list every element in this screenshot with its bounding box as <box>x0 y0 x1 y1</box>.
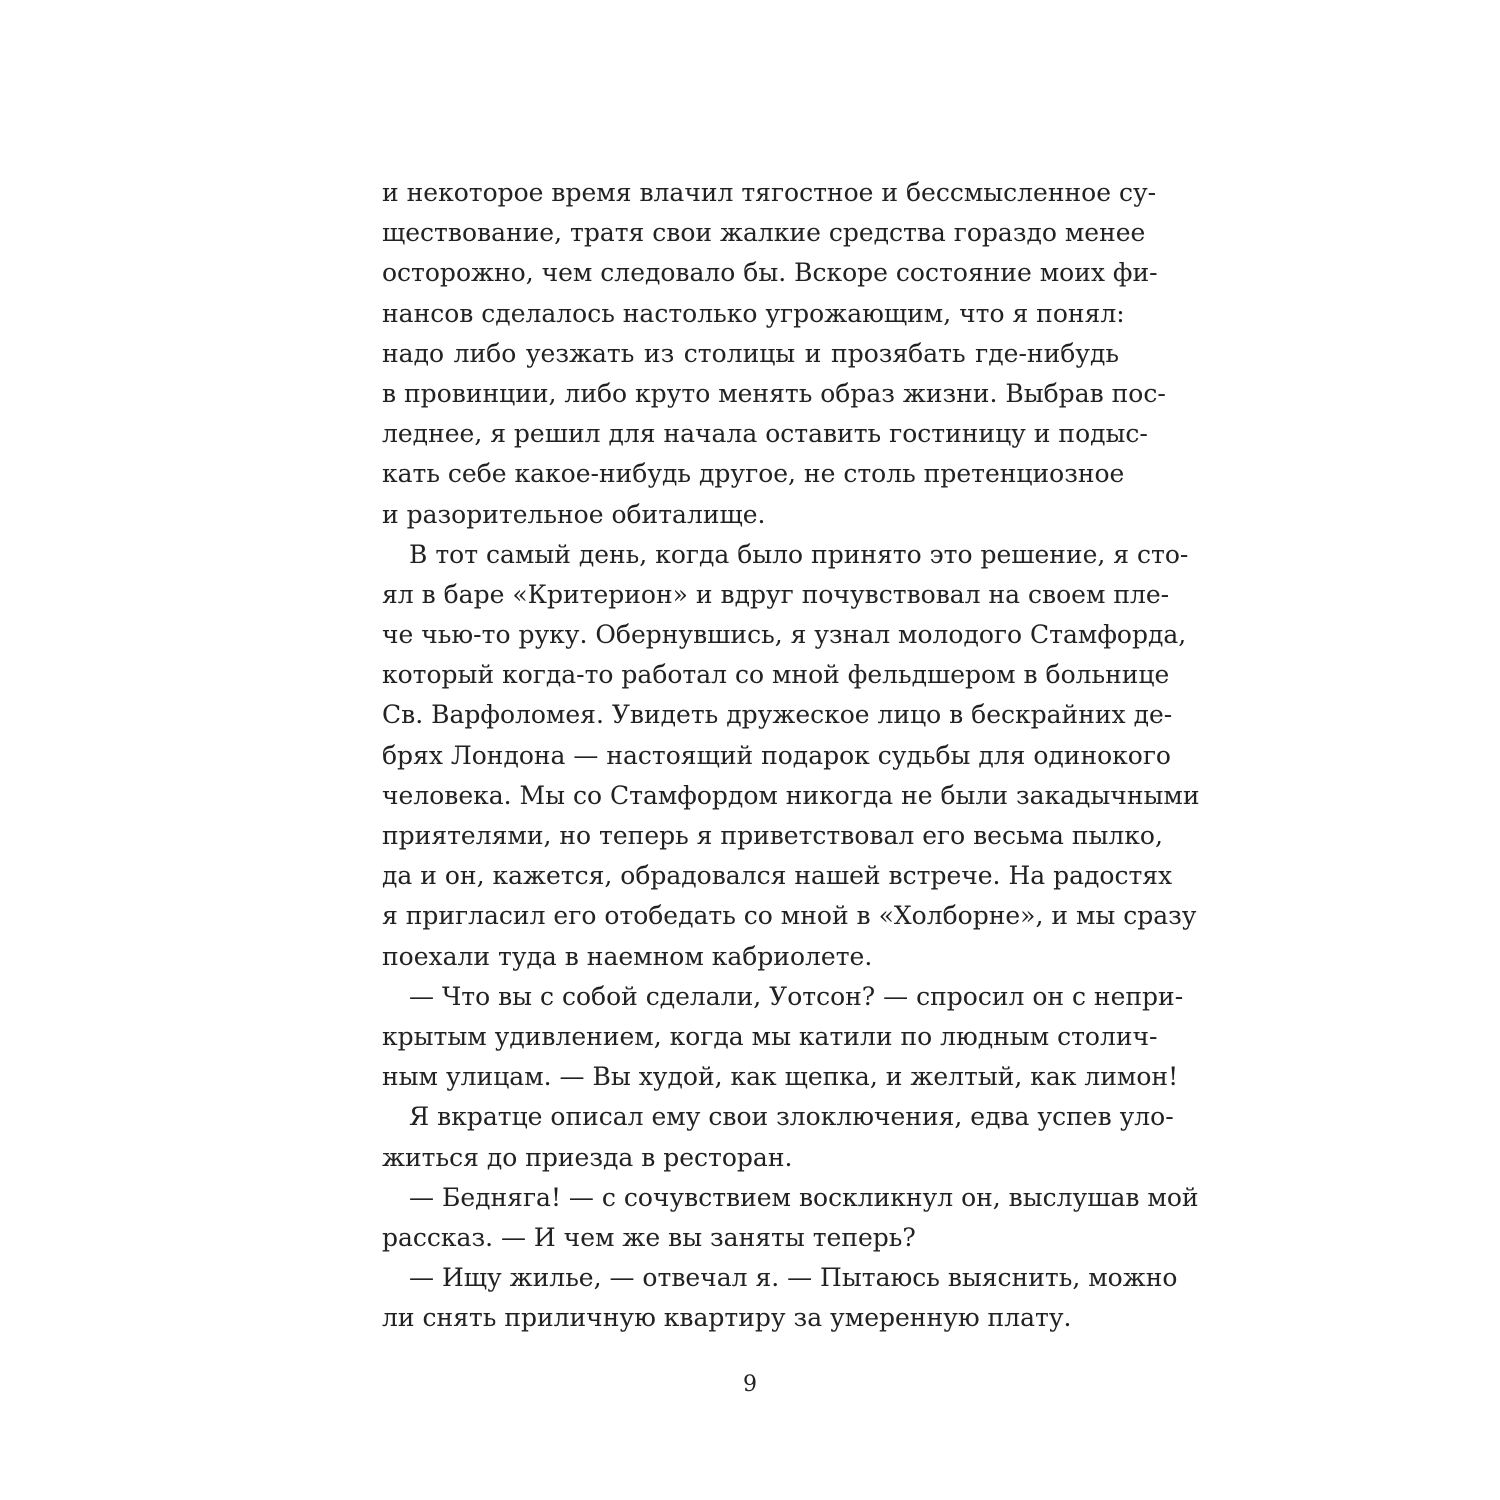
text-line: ществование, тратя свои жалкие средства гораздо менее <box>382 218 1146 248</box>
page-number: 9 <box>743 1372 757 1397</box>
text-line: и некоторое время влачил тягостное и бессмысленное су- <box>382 178 1157 207</box>
text-line: житься до приезда в ресторан. <box>382 1142 793 1172</box>
text-line: В тот самый день, когда было принято это решение, я сто- <box>409 539 1189 569</box>
text-line: который когда-то работал со мной фельдшером в больнице <box>382 660 1170 690</box>
text-line: крытым удивлением, когда мы катили по людным столич- <box>382 1021 1158 1051</box>
text-line: в провинции, либо круто менять образ жизни. Выбрав пос- <box>382 378 1166 408</box>
text-line: надо либо уезжать из столицы и прозябать где-нибудь <box>382 338 1119 368</box>
text-line: че чью-то руку. Обернувшись, я узнал молодого Стамфорда, <box>382 620 1187 650</box>
text-line: рассказ. — И чем же вы заняты теперь? <box>382 1222 916 1252</box>
text-line: брях Лондона — настоящий подарок судьбы для одинокого <box>382 740 1171 770</box>
text-line: — Ищу жилье, — отвечал я. — Пытаюсь выяснить, можно <box>409 1263 1178 1293</box>
text-line: поехали туда в наемном кабриолете. <box>382 941 873 971</box>
text-line: Я вкратце описал ему свои злоключения, едва успев уло- <box>409 1102 1174 1132</box>
text-line: кать себе какое-нибудь другое, не столь претенциозное <box>382 459 1125 489</box>
text-line: и разорительное обиталище. <box>382 499 766 529</box>
text-line: ным улицам. — Вы худой, как щепка, и желтый, как лимон! <box>382 1062 1179 1092</box>
text-line: нансов сделалось настолько угрожающим, что я понял: <box>382 298 1125 328</box>
text-line: я пригласил его отобедать со мной в «Холборне», и мы сразу <box>382 901 1197 931</box>
text-line: да и он, кажется, обрадовался нашей встрече. На радостях <box>382 861 1173 891</box>
text-line: ял в баре «Критерион» и вдруг почувствовал на своем пле- <box>382 579 1170 609</box>
text-line: — Бедняга! — с сочувствием воскликнул он, выслушав мой <box>409 1182 1199 1212</box>
text-line: Св. Варфоломея. Увидеть дружеское лицо в бескрайних де- <box>382 700 1173 730</box>
text-line: ли снять приличную квартиру за умеренную плату. <box>382 1303 1072 1333</box>
body-text <box>382 173 1200 1338</box>
text-line: осторожно, чем следовало бы. Вскоре состояние моих фи- <box>382 258 1158 288</box>
text-line: приятелями, но теперь я приветствовал его весьма пылко, <box>382 821 1163 850</box>
text-line: человека. Мы со Стамфордом никогда не были закадычными <box>382 780 1200 810</box>
text-line: — Что вы с собой сделали, Уотсон? — спросил он с непри- <box>409 981 1184 1011</box>
text-line: леднее, я решил для начала оставить гостиницу и подыс- <box>382 419 1148 449</box>
